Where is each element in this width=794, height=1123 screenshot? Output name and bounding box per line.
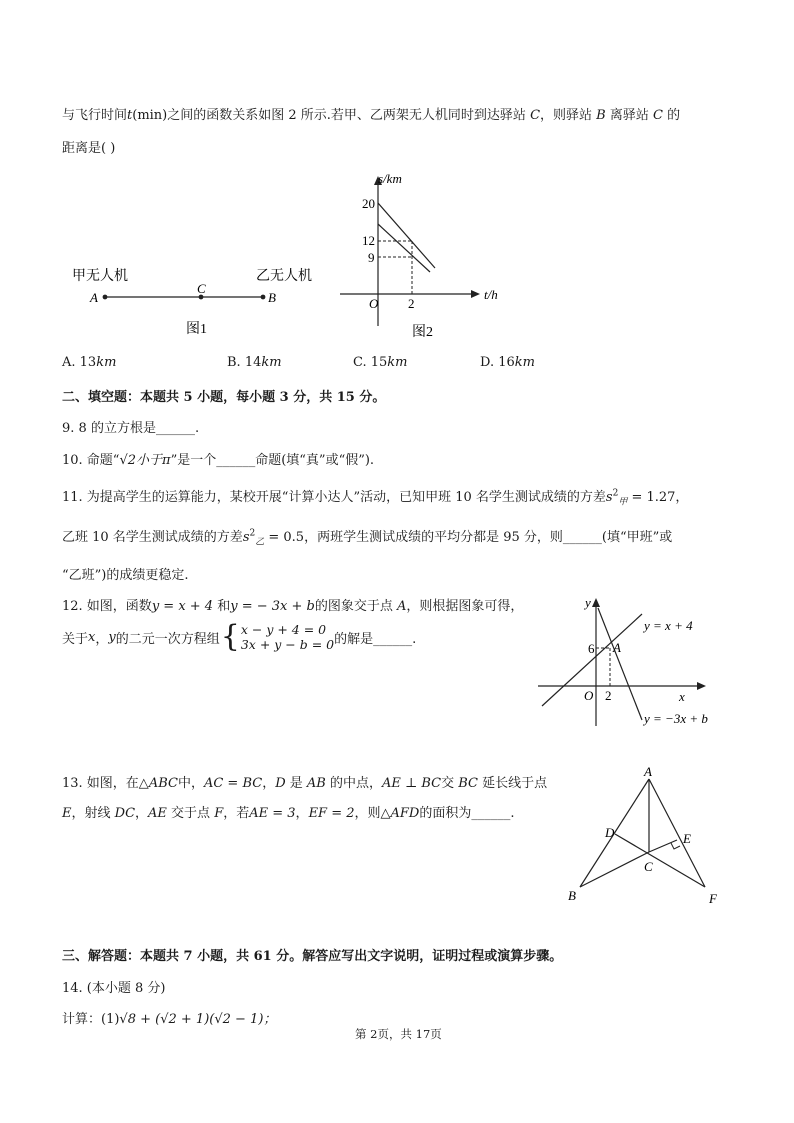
option-text: C. 15: [353, 355, 388, 370]
text: ，则根据图象可得，: [406, 599, 524, 614]
text: 中，: [177, 776, 204, 791]
text: 交: [441, 776, 459, 791]
fig2-series-line-2: [378, 224, 430, 272]
text: ，: [135, 806, 149, 821]
fig2-tick-2: 2: [408, 296, 415, 311]
text: 关于: [62, 631, 89, 647]
math: E: [62, 806, 72, 821]
var-y: y: [108, 629, 116, 645]
text: 是: [285, 776, 307, 791]
text: 的解是______.: [334, 631, 417, 647]
fig2-tick-9: 9: [368, 250, 375, 265]
option-b: [227, 355, 282, 370]
math: F: [214, 806, 224, 821]
formula: y = x + 4: [151, 599, 214, 614]
option-text: D. 16: [480, 355, 515, 370]
math: D: [275, 776, 286, 791]
option-d: [480, 355, 535, 370]
equation-1: x − y + 4 = 0: [240, 622, 327, 637]
option-text: A. 13: [62, 355, 97, 370]
math: AE: [148, 806, 167, 821]
text: ，若: [223, 806, 250, 821]
text: = 0.5，两班学生测试成绩的平均分都是 95 分，则______(填“甲班”或: [264, 530, 673, 545]
text: 的面积为______.: [419, 806, 515, 821]
text: 10. 命题“: [62, 453, 120, 468]
text: 的: [662, 108, 681, 123]
fig1-label-b: B: [268, 290, 276, 305]
question-9: 9. 8 的立方根是______.: [62, 421, 200, 436]
question-10: [62, 449, 374, 468]
system-brace: {: [220, 619, 240, 654]
text: 离驿站: [605, 108, 653, 123]
fig3-tick-6: 6: [588, 641, 595, 656]
equation-system: [241, 622, 334, 652]
figure-3-graph: [530, 590, 740, 730]
question-11-line-1: 11. 为提高学生的运算能力，某校开展“计算小达人”活动，已知甲班 10 名学生测试成绩的方差$s^2_甲 = 1.27$，: [62, 488, 689, 508]
var-s: s: [242, 530, 250, 545]
text: 和: [213, 599, 231, 614]
math: BC: [458, 776, 479, 791]
fig4-label-c: C: [644, 859, 653, 874]
fig3-point-a: A: [613, 640, 621, 655]
fig1-right-label: 乙无人机: [256, 269, 312, 284]
fig2-tick-20: 20: [362, 196, 375, 211]
fig4-label-e: E: [683, 831, 691, 846]
fig1-caption: 图1: [186, 322, 207, 337]
text: 13. 如图，在△: [62, 776, 149, 791]
fig3-x-arrow: [697, 682, 706, 690]
fig4-label-d: D: [605, 825, 615, 840]
section-heading-2: 二、填空题：本题共 5 小题，每小题 3 分，共 15 分。: [62, 390, 386, 405]
math: √2小于π: [119, 453, 171, 468]
fig1-label-c: C: [197, 281, 206, 296]
text: ，射线: [71, 806, 115, 821]
question-11-line-2: 乙班 10 名学生测试成绩的方差$s^2_乙 = 0.5$，两班学生测试成绩的平均分都是 95 分，则______(填“甲班”或: [62, 528, 673, 548]
text: ，: [262, 776, 276, 791]
fig3-y-label: y: [585, 595, 591, 610]
math: AB: [306, 776, 326, 791]
var-b: B: [596, 108, 606, 123]
text: 12. 如图，函数: [62, 599, 152, 614]
option-c: [353, 355, 408, 370]
subscript: 甲: [618, 497, 628, 508]
math: AE ⊥ BC: [382, 776, 442, 791]
fig1-label-a: A: [90, 290, 98, 305]
text: 交于点: [166, 806, 215, 821]
fig3-label-line-1: y = x + 4: [644, 618, 693, 633]
fig4-side-ab: [580, 779, 649, 887]
math: EF = 2: [308, 806, 355, 821]
fig4-right-angle: [671, 843, 680, 849]
fig2-caption: 图2: [412, 325, 433, 340]
text: ，则△: [354, 806, 391, 821]
text: 计算：(1): [62, 1012, 120, 1027]
question-13-line-1: [62, 772, 547, 791]
math: DC: [114, 806, 136, 821]
intro-line-2: 距离是( ): [62, 141, 116, 156]
text: 与飞行时间: [62, 108, 128, 123]
figure-2-chart: [332, 168, 512, 344]
question-11-line-3: “乙班”)的成绩更稳定.: [62, 568, 189, 583]
option-unit: km: [387, 355, 408, 370]
fig3-y-arrow: [592, 598, 600, 607]
math: AE = 3: [249, 806, 296, 821]
option-unit: km: [514, 355, 535, 370]
text: = 1.27，: [627, 490, 689, 505]
var-c: C: [530, 108, 541, 123]
question-13-line-2: [62, 802, 515, 821]
var-s: s: [605, 490, 613, 505]
fig2-y-label: s/km: [378, 171, 402, 186]
fig1-point-b: [261, 295, 266, 300]
question-12-line-1: [62, 595, 523, 614]
option-unit: km: [261, 355, 282, 370]
text: ，: [95, 631, 109, 647]
text: ，: [295, 806, 309, 821]
option-a: [62, 355, 116, 370]
page-footer: 第 2页，共 17页: [355, 1027, 442, 1041]
option-text: B. 14: [227, 355, 262, 370]
var-t: t: [127, 108, 133, 123]
text: 的图象交于点: [314, 599, 397, 614]
text: 的二元一次方程组: [115, 631, 220, 647]
section-heading-3: 三、解答题：本题共 7 小题，共 61 分。解答应写出文字说明，证明过程或演算步骤。: [62, 949, 563, 964]
fig4-side-bc: [580, 852, 649, 887]
fig3-line-2: [598, 608, 642, 720]
math: AFD: [390, 806, 420, 821]
fig3-label-line-2: y = −3x + b: [644, 711, 708, 726]
fig2-x-label: t/h: [484, 287, 498, 302]
var-c: C: [652, 108, 663, 123]
math: AC = BC: [203, 776, 263, 791]
var-x: x: [88, 629, 96, 645]
figure-4-triangle: [560, 765, 730, 910]
text: 的中点，: [325, 776, 383, 791]
subscript: 乙: [255, 537, 265, 548]
math-expression: √8 + (√2 + 1)(√2 − 1)；: [119, 1012, 277, 1027]
text: 11. 为提高学生的运算能力，某校开展“计算小达人”活动，已知甲班 10 名学生测试成绩的方差: [62, 490, 606, 505]
fig1-point-a: [103, 295, 108, 300]
intro-line-1: [62, 104, 680, 123]
fig2-series-line-1: [378, 203, 435, 268]
text: ”是一个______命题(填“真”或“假”).: [170, 453, 375, 468]
fig3-x-label: x: [679, 689, 685, 704]
fig2-origin: O: [369, 296, 379, 311]
question-14-title: 14. (本小题 8 分): [62, 981, 166, 996]
formula: y = − 3x + b: [230, 599, 315, 614]
question-14-calc: [62, 1008, 276, 1027]
text: (min)之间的函数关系如图 2 所示.若甲、乙两架无人机同时到达驿站: [132, 108, 531, 123]
question-12-line-2: [62, 619, 417, 654]
fig2-x-arrow: [471, 290, 480, 298]
var-a: A: [396, 599, 407, 614]
fig2-tick-12: 12: [362, 233, 375, 248]
math: ABC: [148, 776, 178, 791]
text: 乙班 10 名学生测试成绩的方差: [62, 530, 243, 545]
equation-2: 3x + y − b = 0: [240, 637, 335, 652]
fig4-label-a: A: [644, 765, 652, 779]
fig3-origin: O: [584, 688, 594, 703]
text: 延长线于点: [478, 776, 548, 791]
fig4-label-f: F: [709, 891, 717, 906]
figure-1: [70, 260, 330, 342]
fig3-tick-2: 2: [605, 688, 612, 703]
text: ，则驿站: [540, 108, 597, 123]
option-unit: km: [96, 355, 117, 370]
fig4-label-b: B: [568, 888, 576, 903]
fig1-left-label: 甲无人机: [72, 269, 128, 284]
